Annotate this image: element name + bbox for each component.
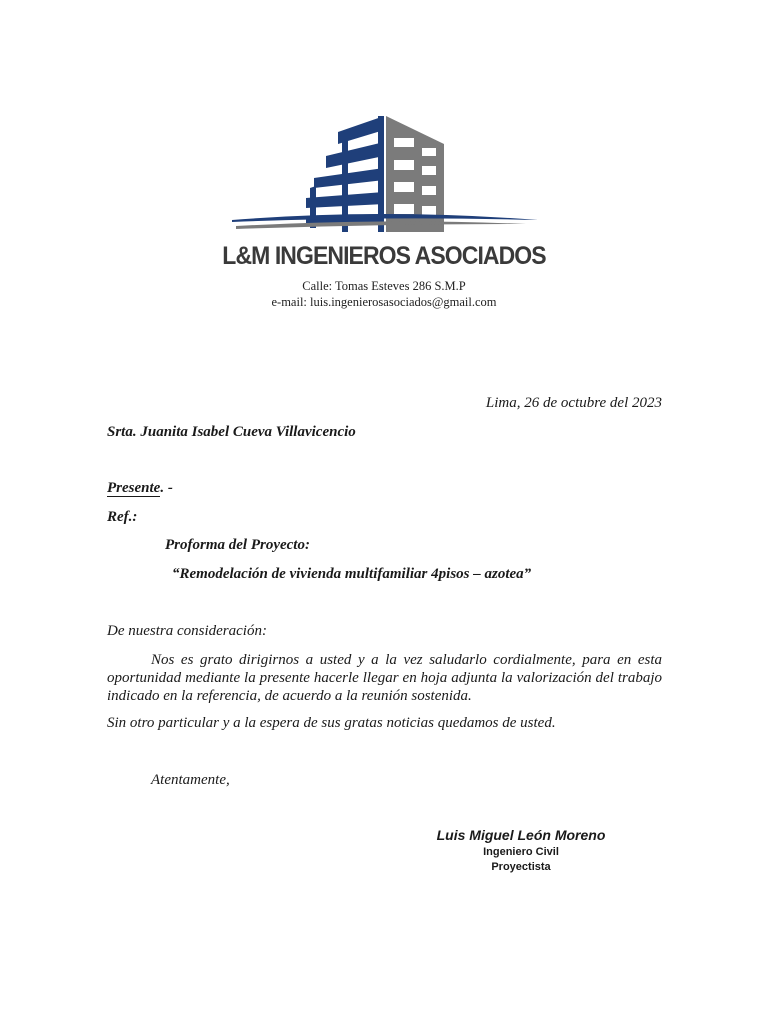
recipient-name: Srta. Juanita Isabel Cueva Villavicencio xyxy=(107,424,356,440)
closing-line: Sin otro particular y a la espera de sus gratas noticias quedamos de usted. xyxy=(107,715,556,731)
presente-suffix: . - xyxy=(160,480,173,496)
signature-role: Ingeniero Civil xyxy=(483,846,559,858)
presente-word: Presente xyxy=(107,480,161,496)
proforma-label: Proforma del Proyecto: xyxy=(165,537,310,553)
presente-line xyxy=(107,480,173,497)
letter-date: Lima, 26 de octubre del 2023 xyxy=(485,395,662,411)
signature-title: Proyectista xyxy=(491,861,551,873)
sign-off: Atentamente, xyxy=(151,772,230,788)
company-address: Calle: Tomas Esteves 286 S.M.P xyxy=(302,279,466,293)
signature-name: Luis Miguel León Moreno xyxy=(436,827,606,843)
body-paragraph: Nos es grato dirigirnos a usted y a la vez saludarlo cordialmente, para en esta oportunidad mediante la presente hacerle llegar en hoja adjunta la valorización del trabajo indicado en la referencia, de acuerdo a la reunión sostenida. xyxy=(107,652,662,704)
greeting: De nuestra consideración: xyxy=(107,623,267,639)
project-title: “Remodelación de vivienda multifamiliar 4pisos – azotea” xyxy=(172,566,532,582)
company-email: e-mail: luis.ingenierosasociados@gmail.com xyxy=(271,295,497,309)
company-name: L&M INGENIEROS ASOCIADOS xyxy=(222,242,546,270)
reference-label: Ref.: xyxy=(107,509,138,525)
